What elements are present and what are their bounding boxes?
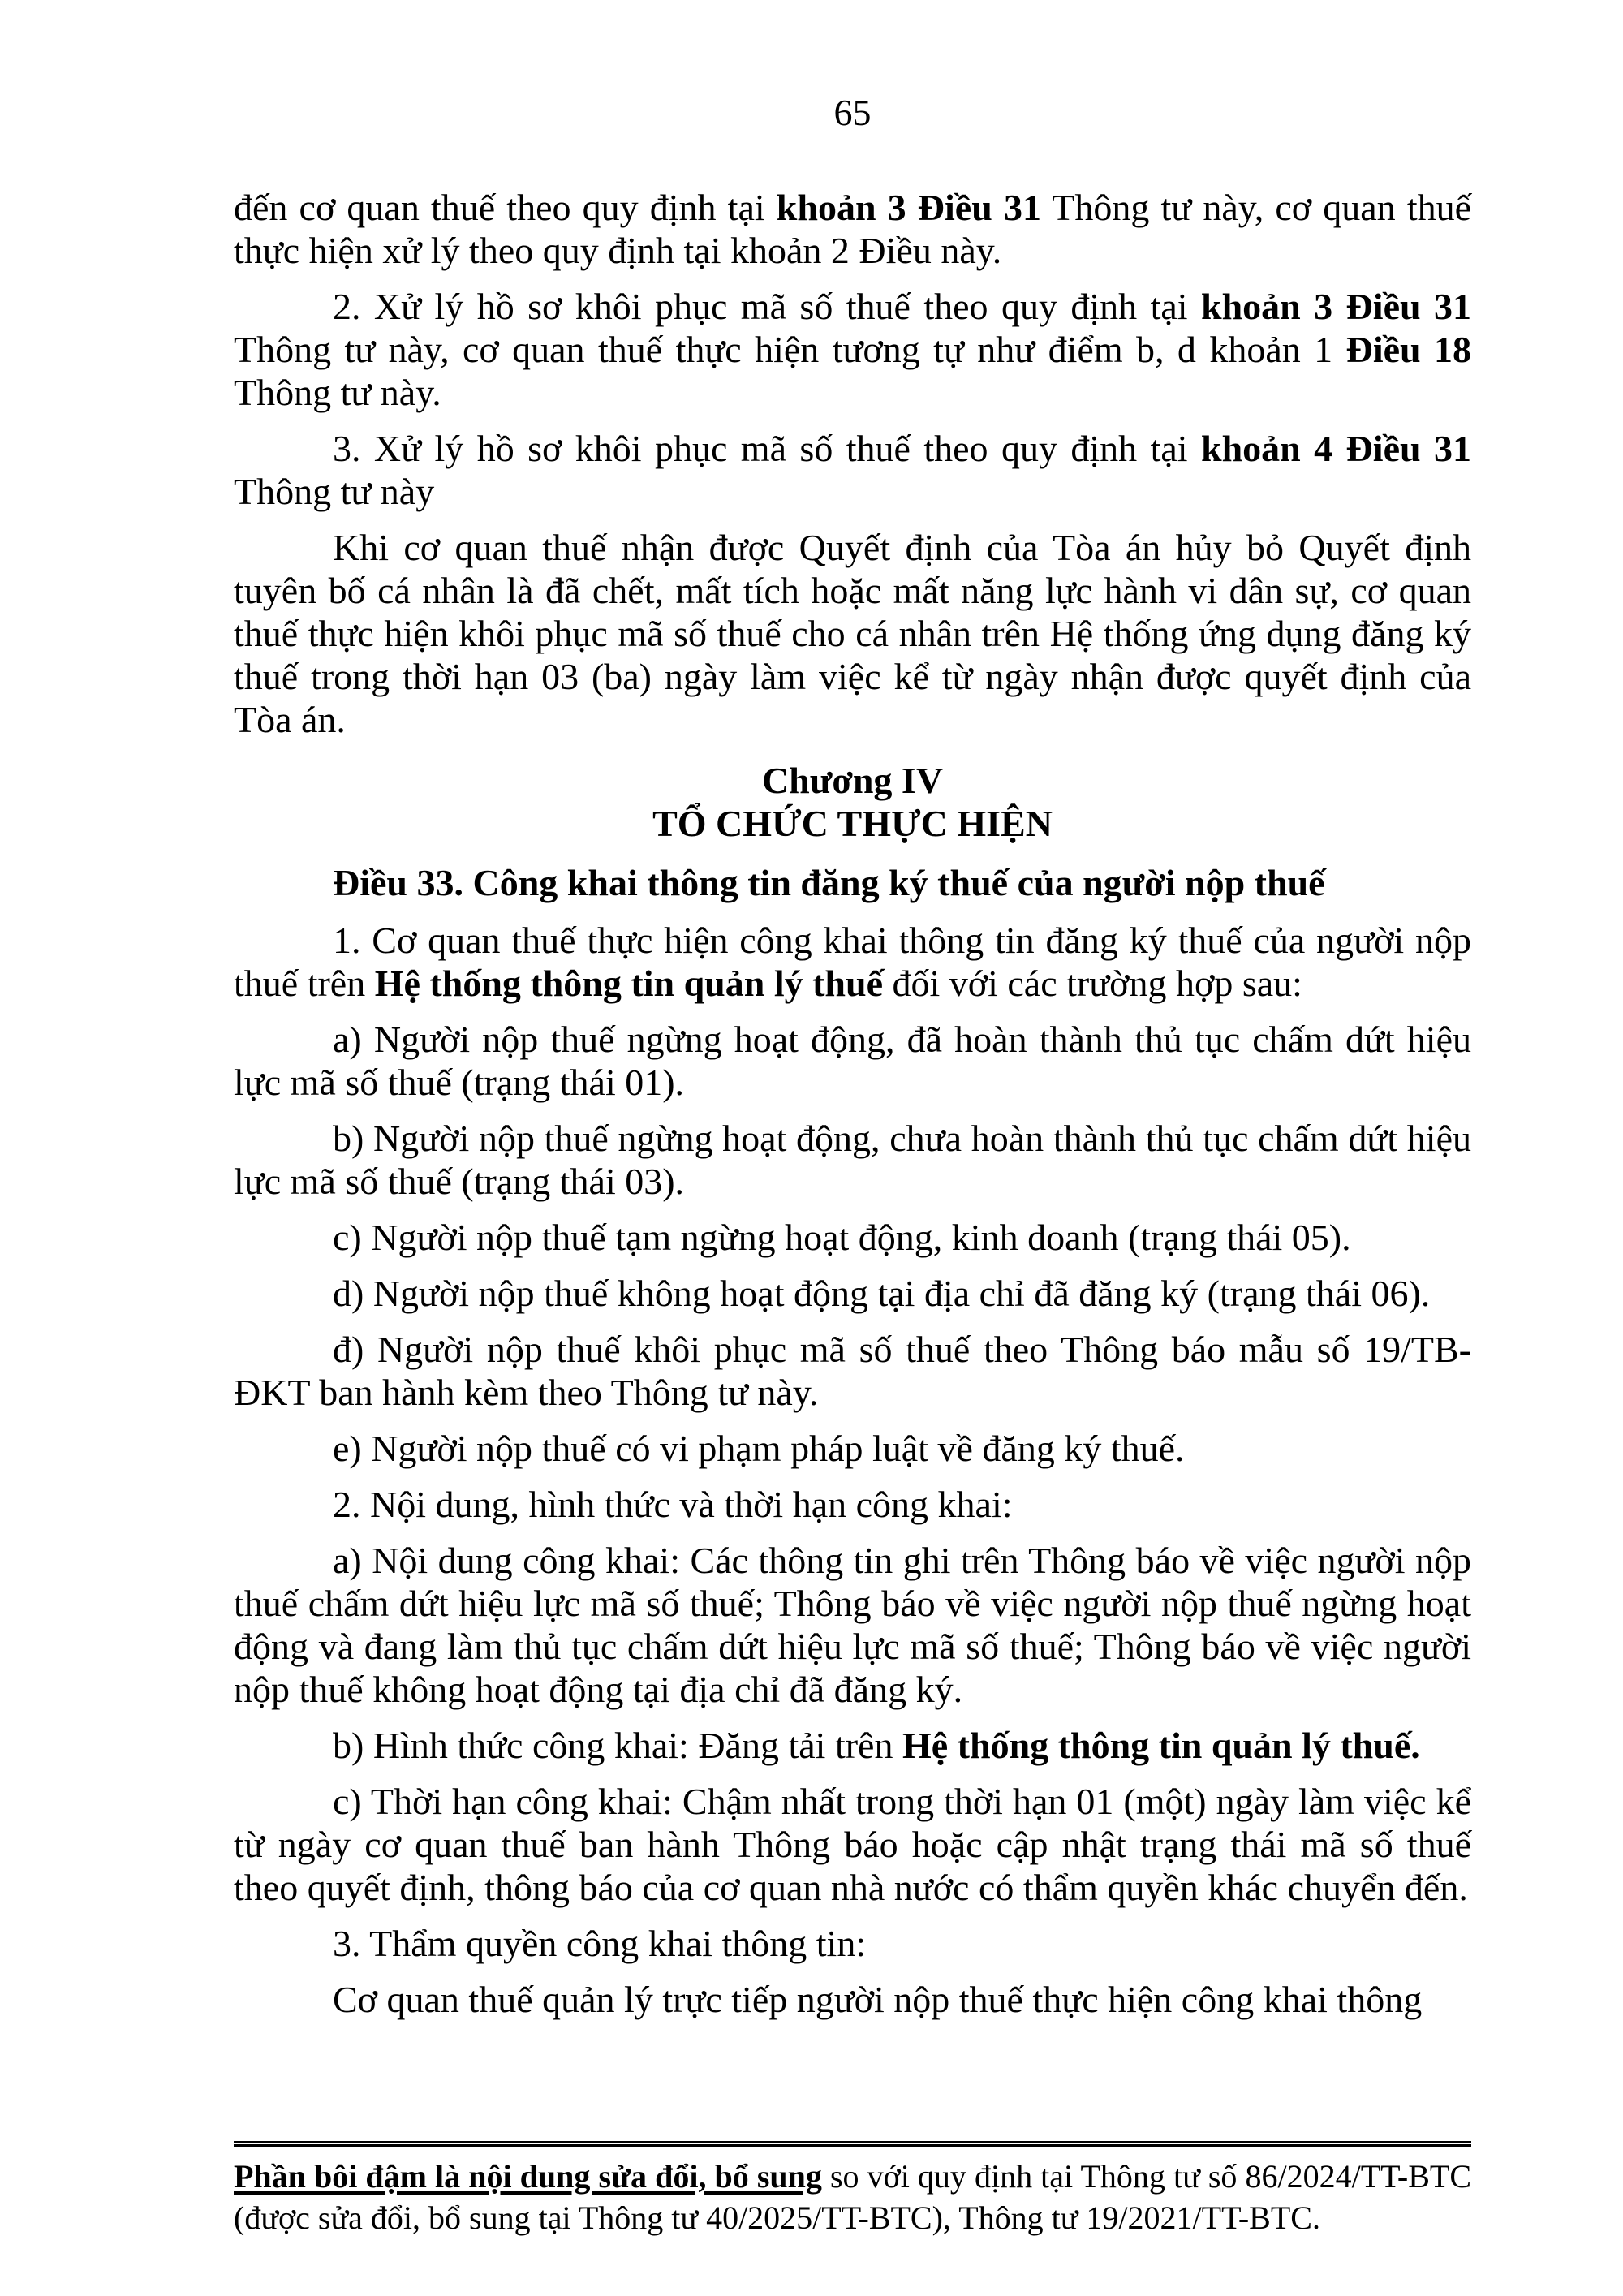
page-number: 65 bbox=[833, 92, 872, 133]
paragraph: b) Hình thức công khai: Đăng tải trên Hệ thống thông tin quản lý thuế. bbox=[333, 1725, 1420, 1766]
document-body bbox=[234, 186, 1471, 2021]
footnote-separator bbox=[234, 2141, 1471, 2147]
article-title: Điều 33. Công khai thông tin đăng ký thuế của người nộp thuế bbox=[333, 862, 1325, 903]
paragraph: 3. Xử lý hồ sơ khôi phục mã số thuế theo quy định tại khoản 4 Điều 31 Thông tư này bbox=[234, 428, 1472, 512]
paragraph: 3. Thẩm quyền công khai thông tin: bbox=[333, 1923, 867, 1964]
paragraph: đ) Người nộp thuế khôi phục mã số thuế theo Thông báo mẫu số 19/TB-ĐKT ban hành kèm theo Thông tư này. bbox=[234, 1329, 1471, 1413]
paragraph: đến cơ quan thuế theo quy định tại khoản 3 Điều 31 Thông tư này, cơ quan thuế thực hiện xử lý theo quy định tại khoản 2 Điều này. bbox=[234, 187, 1472, 271]
paragraph: d) Người nộp thuế không hoạt động tại địa chỉ đã đăng ký (trạng thái 06). bbox=[333, 1273, 1431, 1314]
chapter-title: TỔ CHỨC THỰC HIỆN bbox=[652, 803, 1053, 844]
footnote-text: Phần bôi đậm là nội dung sửa đổi, bổ sung so với quy định tại Thông tư số 86/2024/TT-BTC (được sửa đổi, bổ sung tại Thông tư 40/2025/TT-BTC), Thông tư 19/2021/TT-BTC. bbox=[234, 2158, 1472, 2236]
paragraph: 1. Cơ quan thuế thực hiện công khai thông tin đăng ký thuế của người nộp thuế trên Hệ thống thông tin quản lý thuế đối với các trường hợp sau: bbox=[234, 920, 1471, 1004]
paragraph: c) Thời hạn công khai: Chậm nhất trong thời hạn 01 (một) ngày làm việc kể từ ngày cơ quan thuế ban hành Thông báo hoặc cập nhật trạng thái mã số thuế theo quyết định, thông báo của cơ quan nhà nước có thẩm quyền khác chuyển đến. bbox=[234, 1781, 1471, 1908]
chapter-number: Chương IV bbox=[761, 760, 944, 801]
paragraph: Khi cơ quan thuế nhận được Quyết định của Tòa án hủy bỏ Quyết định tuyên bố cá nhân là đã chết, mất tích hoặc mất năng lực hành vi dân sự, cơ quan thuế thực hiện khôi phục mã số thuế cho cá nhân trên Hệ thống ứng dụng đăng ký thuế trong thời hạn 03 (ba) ngày làm việc kể từ ngày nhận được quyết định của Tòa án. bbox=[234, 527, 1471, 740]
paragraph: a) Người nộp thuế ngừng hoạt động, đã hoàn thành thủ tục chấm dứt hiệu lực mã số thuế (trạng thái 01). bbox=[234, 1019, 1471, 1103]
paragraph: c) Người nộp thuế tạm ngừng hoạt động, kinh doanh (trạng thái 05). bbox=[333, 1217, 1351, 1258]
paragraph: a) Nội dung công khai: Các thông tin ghi trên Thông báo về việc người nộp thuế chấm dứt hiệu lực mã số thuế; Thông báo về việc người nộp thuế ngừng hoạt động và đang làm thủ tục chấm dứt hiệu lực mã số thuế; Thông báo về việc người nộp thuế không hoạt động tại địa chỉ đã đăng ký. bbox=[234, 1540, 1471, 1710]
page-footer bbox=[234, 2141, 1471, 2238]
paragraph: 2. Nội dung, hình thức và thời hạn công khai: bbox=[333, 1484, 1013, 1525]
paragraph: e) Người nộp thuế có vi phạm pháp luật về đăng ký thuế. bbox=[333, 1428, 1185, 1469]
paragraph: 2. Xử lý hồ sơ khôi phục mã số thuế theo quy định tại khoản 3 Điều 31 Thông tư này, cơ quan thuế thực hiện tương tự như điểm b, d khoản 1 Điều 18 Thông tư này. bbox=[234, 286, 1472, 413]
paragraph: Cơ quan thuế quản lý trực tiếp người nộp thuế thực hiện công khai thông bbox=[333, 1979, 1423, 2020]
paragraph: b) Người nộp thuế ngừng hoạt động, chưa hoàn thành thủ tục chấm dứt hiệu lực mã số thuế (trạng thái 03). bbox=[234, 1118, 1471, 1202]
